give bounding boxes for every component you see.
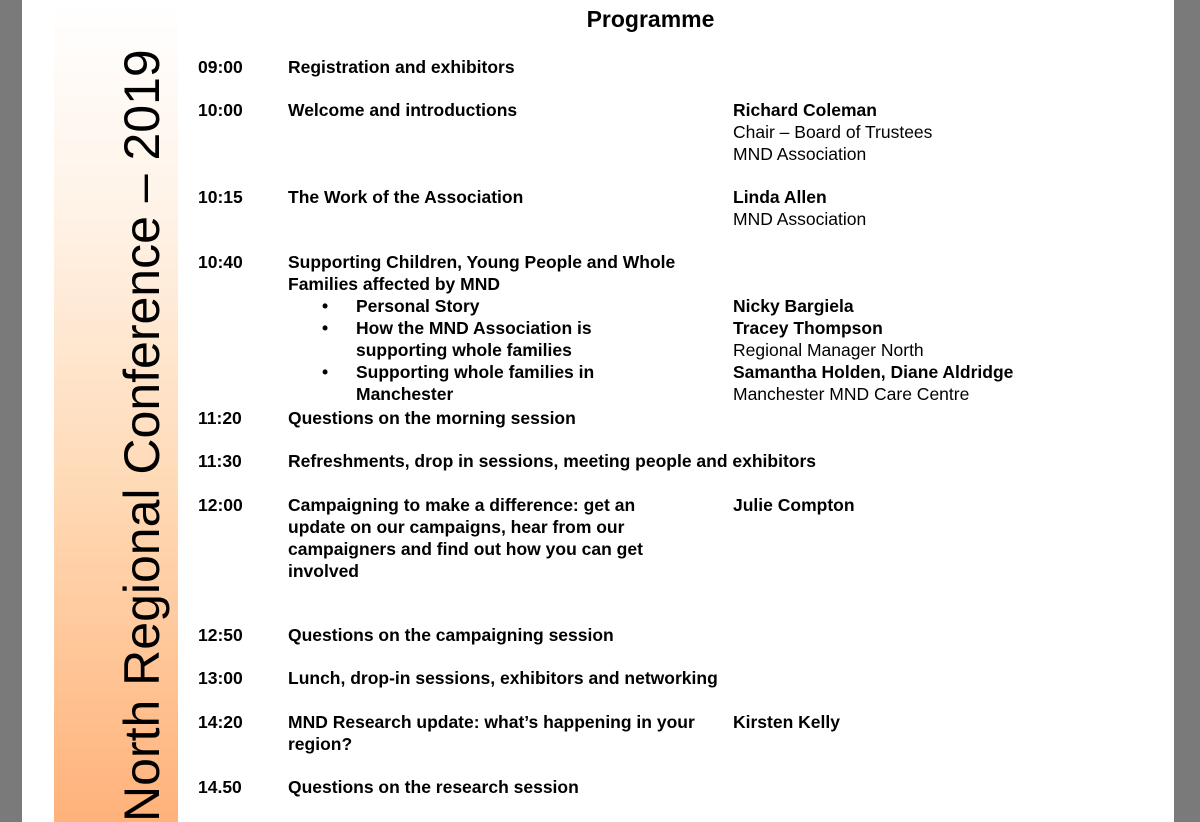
session-topic: The Work of the Association [288,187,524,207]
session-time: 10:15 [198,187,243,207]
speaker-name: Kirsten Kelly [733,712,840,732]
session-topic: Questions on the research session [288,777,579,797]
bullet-item: • Personal Story [288,295,656,317]
speaker-role: Chair – Board of Trustees [733,122,933,142]
speaker-name: Nicky Bargiela [733,296,854,316]
session-topic: Refreshments, drop in sessions, meeting people and exhibitors [288,451,817,471]
document-page [22,0,1174,822]
session-speaker [733,99,1153,165]
bullet-item: • How the MND Association is supporting whole families [288,317,656,361]
speaker-name: Julie Compton [733,495,855,515]
session-time: 12:00 [198,495,243,515]
session-time: 13:00 [198,668,243,688]
session-time: 11:30 [198,451,242,471]
speaker-name: Linda Allen [733,187,827,207]
session-time: 12:50 [198,625,243,645]
session-time: 10:40 [198,252,243,272]
session-time: 11:20 [198,408,242,428]
session-topic: Questions on the campaigning session [288,625,614,645]
speaker-name: Samantha Holden, Diane Aldridge [733,362,1014,382]
speaker-org: Manchester MND Care Centre [733,384,970,404]
speaker-org: MND Association [733,144,867,164]
session-topic: MND Research update: what’s happening in your region? [288,712,695,754]
speaker-name: Richard Coleman [733,100,877,120]
session-time: 09:00 [198,57,243,77]
session-topic: Registration and exhibitors [288,57,515,77]
session-bullets [288,295,656,405]
session-topic: Lunch, drop-in sessions, exhibitors and networking [288,668,718,688]
session-topic: Campaigning to make a difference: get an update on our campaigns, hear from our campaigners and find out how you can get involved [288,495,643,581]
session-speaker [733,186,1153,230]
session-speaker [733,494,1153,516]
bullet-item: • Supporting whole families in Manchester [288,361,656,405]
session-speaker [733,295,1153,405]
session-speaker [733,711,1153,733]
session-topic: Supporting Children, Young People and Whole Families affected by MND [288,252,676,294]
speaker-name: Tracey Thompson [733,318,883,338]
speaker-role: Regional Manager North [733,340,924,360]
session-time: 14:20 [198,712,243,732]
speaker-org: MND Association [733,209,867,229]
session-topic: Welcome and introductions [288,100,518,120]
session-time: 14.50 [198,777,242,797]
session-topic: Questions on the morning session [288,408,576,428]
session-time: 10:00 [198,100,243,120]
banner-title: North Regional Conference – 2019 [114,49,170,822]
page-title: Programme [586,6,715,32]
